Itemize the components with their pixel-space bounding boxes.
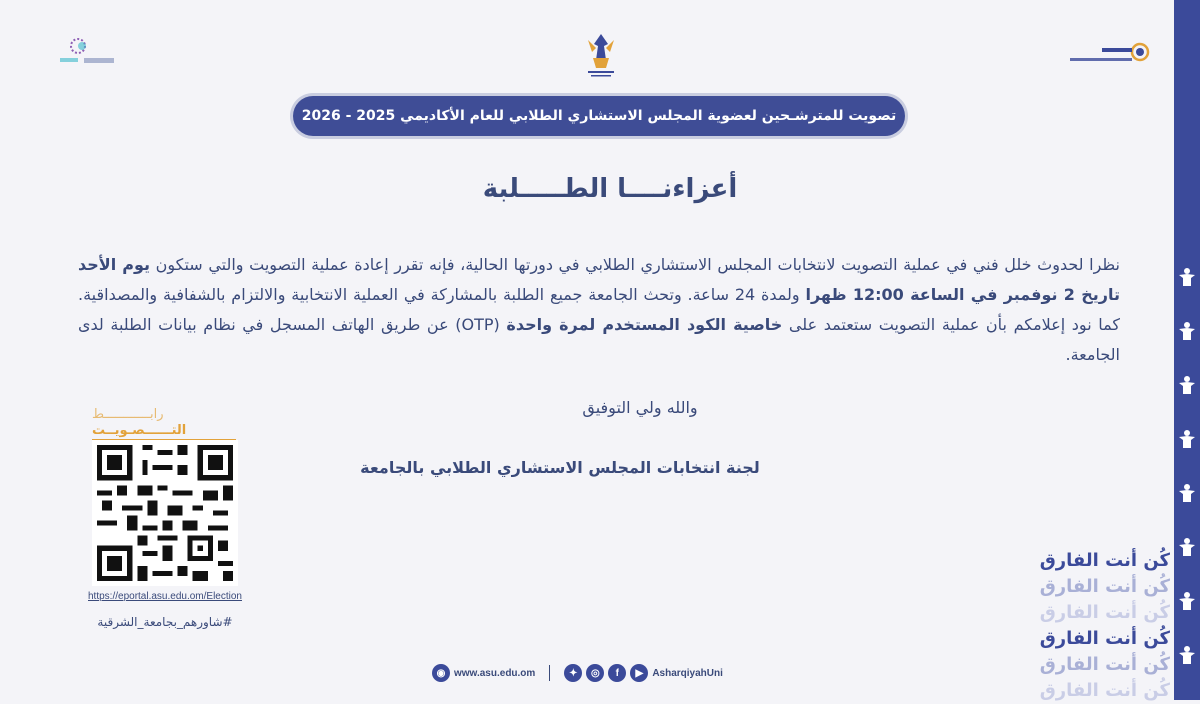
student-council-logo (578, 30, 624, 78)
body-part-3: (OTP) عن طريق الهاتف المسجل في نظام بيانات الطلبة لدى الجامعة. (78, 315, 1120, 364)
body-bold-date: يوم الأحد تاريخ 2 نوفمبر في الساعة 12:00 ظهرا (78, 255, 1121, 304)
slogan-line: كُن أنت الفارق (1039, 576, 1170, 597)
vote-link-label (92, 407, 236, 441)
students-icon (1176, 644, 1198, 666)
greeting-heading: أعزاءنــــا الطـــــلبة (482, 174, 738, 204)
body-part-2: ولمدة 24 ساعة. وتحث الجامعة جميع الطلبة بالمشاركة في العملية الانتخابية والالتزام بالشفافية والمصداقية. كما نود إعلامكم بأن عملية التصويت ستعتمد على (78, 285, 1121, 334)
closing-phrase: والله ولي التوفيق (582, 398, 698, 417)
globe-icon: ◉ (432, 664, 450, 682)
students-icon (1176, 536, 1198, 558)
hashtag: #شاورهم_بجامعة_الشرقية (97, 615, 233, 629)
students-icon (1176, 320, 1198, 342)
title-banner (293, 96, 905, 136)
instagram-icon[interactable]: ◎ (586, 664, 604, 682)
right-decorative-strip (1174, 0, 1200, 700)
footer-handle[interactable]: AsharqiyahUni (652, 667, 723, 679)
title-text: تصويت للمترشـحين لعضوية المجلس الاستشاري الطلابي للعام الأكاديمي 2025 - 2026 (301, 108, 897, 124)
signature: لجنة انتخابات المجلس الاستشاري الطلابي بالجامعة (360, 458, 760, 477)
body-bold-otp: خاصية الكود المستخدم لمرة واحدة (506, 315, 783, 334)
vision-logo (58, 36, 120, 70)
vote-link-label-line2: التــــــصـويــت (92, 423, 236, 441)
vote-link-label-line1: رابــــــــــــط (92, 407, 164, 422)
slogan-stack (1020, 548, 1170, 704)
slogan-line: كُن أنت الفارق (1039, 654, 1170, 675)
facebook-icon[interactable]: f (608, 664, 626, 682)
body-part-1: نظرا لحدوث خلل فني في عملية التصويت لانتخابات المجلس الاستشاري الطلابي في دورتها الحالية، فإنه تقرر إعادة عملية التصويت والتي ستكون (150, 255, 1120, 274)
footer-divider (549, 665, 550, 681)
students-icon (1176, 590, 1198, 612)
slogan-line: كُن أنت الفارق (1039, 550, 1170, 571)
announcement-body (78, 250, 1120, 370)
students-icon (1176, 374, 1198, 396)
footer (432, 662, 723, 684)
students-icon (1176, 266, 1198, 288)
youtube-icon[interactable]: ▶ (630, 664, 648, 682)
qr-code[interactable] (92, 440, 238, 586)
footer-website[interactable]: www.asu.edu.om (454, 667, 536, 679)
slogan-line: كُن أنت الفارق (1039, 628, 1170, 649)
election-url-link[interactable]: https://eportal.asu.edu.om/Election (88, 591, 242, 602)
slogan-line: كُن أنت الفارق (1039, 602, 1170, 623)
university-logo (1066, 42, 1152, 68)
students-icon (1176, 482, 1198, 504)
twitter-icon[interactable]: ✦ (564, 664, 582, 682)
slogan-line: كُن أنت الفارق (1039, 680, 1170, 701)
students-icon (1176, 428, 1198, 450)
qr-code-image (92, 440, 238, 586)
